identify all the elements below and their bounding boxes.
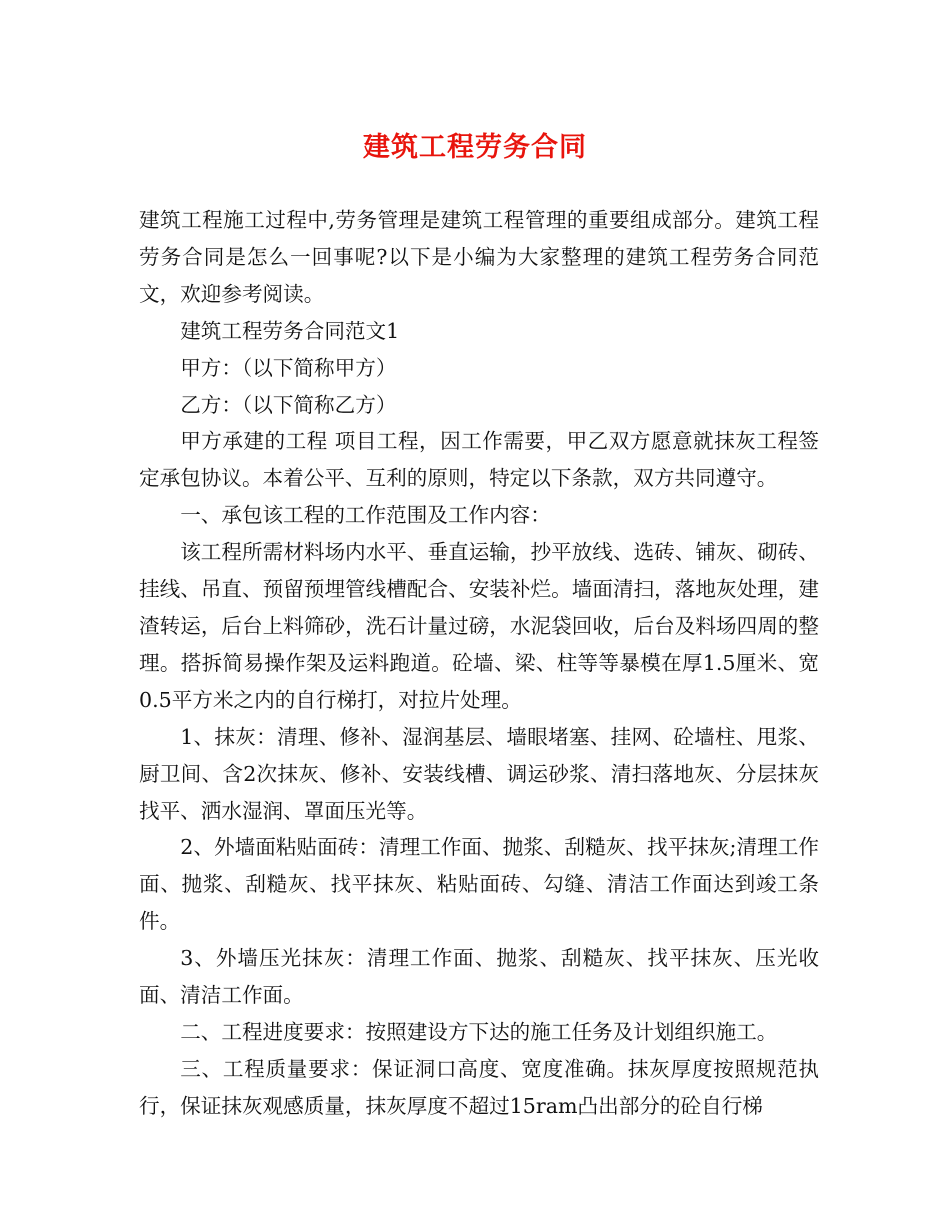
party-a-line: 甲方：（以下简称甲方） xyxy=(180,355,397,380)
section-1-heading: 一、承包该工程的工作范围及工作内容： xyxy=(180,503,551,528)
sample-heading: 建筑工程劳务合同范文1 xyxy=(180,318,400,343)
agreement-paragraph: 甲方承建的工程 项目工程，因工作需要，甲乙双方愿意就抹灰工程签定承包协议。本着公平、互利的原则，特定以下条款，双方共同遵守。 xyxy=(139,429,819,491)
document-body xyxy=(139,202,819,1125)
intro-paragraph: 建筑工程施工过程中,劳务管理是建筑工程管理的重要组成部分。建筑工程劳务合同是怎么一回事呢?以下是小编为大家整理的建筑工程劳务合同范文，欢迎参考阅读。 xyxy=(139,208,819,306)
item-1-plastering: 1、抹灰：清理、修补、湿润基层、墙眼堵塞、挂网、砼墙柱、甩浆、厨卫间、含2次抹灰、修补、安装线槽、调运砂浆、清扫落地灰、分层抹灰找平、洒水湿润、罩面压光等。 xyxy=(139,724,819,823)
scope-paragraph: 该工程所需材料场内水平、垂直运输，抄平放线、选砖、铺灰、砌砖、挂线、吊直、预留预埋管线槽配合、安装补烂。墙面清扫，落地灰处理，建渣转运，后台上料筛砂，洗石计量过磅，水泥袋回收，后台及料场四周的整理。搭拆简易操作架及运料跑道。砼墙、梁、柱等等暴模在厚1.5厘米、宽0.5平方米之内的自行梯打，对拉片处理。 xyxy=(139,540,819,712)
item-2-tiling: 2、外墙面粘贴面砖：清理工作面、抛浆、刮糙灰、找平抹灰;清理工作面、抛浆、刮糙灰、找平抹灰、粘贴面砖、勾缝、清洁工作面达到竣工条件。 xyxy=(139,835,819,934)
section-2-schedule: 二、工程进度要求：按照建设方下达的施工任务及计划组织施工。 xyxy=(180,1019,778,1044)
party-b-line: 乙方：（以下简称乙方） xyxy=(180,392,397,417)
item-3-exterior-plaster: 3、外墙压光抹灰：清理工作面、抛浆、刮糙灰、找平抹灰、压光收面、清洁工作面。 xyxy=(139,946,819,1008)
document-title: 建筑工程劳务合同 xyxy=(363,132,587,163)
section-3-quality: 三、工程质量要求：保证洞口高度、宽度准确。抹灰厚度按照规范执行，保证抹灰观感质量，抹灰厚度不超过15ram凸出部分的砼自行梯 xyxy=(139,1056,819,1118)
